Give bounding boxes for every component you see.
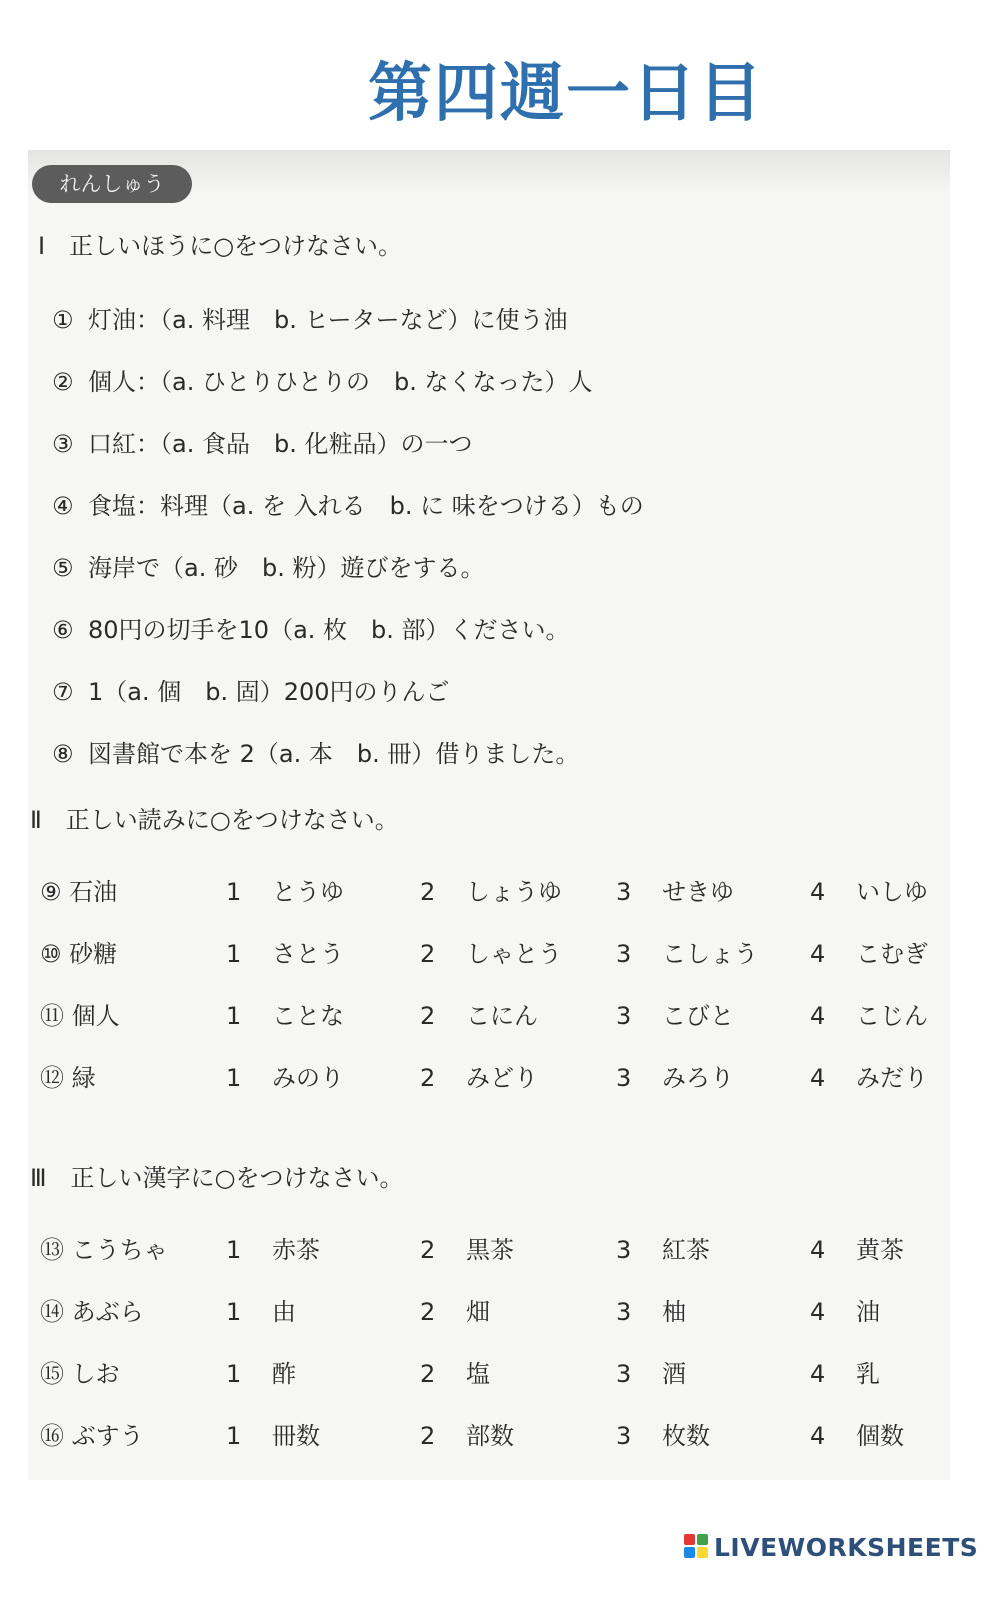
question-text: 灯油：（a. 料理 b. ヒーターなど）に使う油	[88, 306, 568, 334]
answer-option[interactable]: 2 部数	[420, 1422, 514, 1450]
question-number: ④	[52, 492, 74, 520]
answer-option[interactable]: 2 こにん	[420, 1002, 538, 1030]
answer-option[interactable]: 3 枚数	[616, 1422, 710, 1450]
question-text: 食塩：料理（a. を 入れる b. に 味をつける）もの	[88, 492, 644, 520]
answer-option[interactable]: 2 黒茶	[420, 1236, 514, 1264]
answer-option[interactable]: 2 みどり	[420, 1064, 538, 1092]
answer-option[interactable]: 4 油	[810, 1298, 880, 1326]
answer-option[interactable]: 1 みのり	[226, 1064, 344, 1092]
answer-option[interactable]: 2 塩	[420, 1360, 490, 1388]
answer-option[interactable]: 3 みろり	[616, 1064, 734, 1092]
question-number: ⑦	[52, 678, 74, 706]
section-2-heading: Ⅱ 正しい読みに○をつけなさい。	[30, 806, 399, 834]
answer-option[interactable]: 1 由	[226, 1298, 296, 1326]
answer-option[interactable]: 4 個数	[810, 1422, 904, 1450]
answer-option[interactable]: 1 とうゆ	[226, 878, 344, 906]
answer-option[interactable]: 3 酒	[616, 1360, 686, 1388]
answer-option[interactable]: 1 さとう	[226, 940, 344, 968]
logo-icon	[684, 1534, 710, 1560]
question-number: ②	[52, 368, 74, 396]
question-item	[52, 672, 450, 707]
question-prompt: ⑪ 個人	[40, 1002, 120, 1030]
question-text: 個人：（a. ひとりひとりの b. なくなった）人	[88, 368, 593, 396]
answer-option[interactable]: 4 こむぎ	[810, 940, 928, 968]
answer-option[interactable]: 3 せきゆ	[616, 878, 734, 906]
answer-option[interactable]: 4 黄茶	[810, 1236, 904, 1264]
question-prompt: ⑨ 石油	[40, 878, 118, 906]
question-prompt: ⑯ ぶすう	[40, 1422, 144, 1450]
question-prompt: ⑮ しお	[40, 1360, 120, 1388]
answer-option[interactable]: 4 みだり	[810, 1064, 928, 1092]
question-item	[52, 734, 579, 769]
page-title: 第四週一日目	[368, 57, 764, 131]
question-number: ①	[52, 306, 74, 334]
answer-option[interactable]: 3 こしょう	[616, 940, 758, 968]
question-text: 図書館で本を 2（a. 本 b. 冊）借りました。	[88, 740, 580, 768]
question-prompt: ⑬ こうちゃ	[40, 1236, 168, 1264]
answer-option[interactable]: 1 赤茶	[226, 1236, 320, 1264]
question-prompt: ⑫ 緑	[40, 1064, 96, 1092]
answer-option[interactable]: 2 しょうゆ	[420, 878, 562, 906]
answer-option[interactable]: 1 ことな	[226, 1002, 344, 1030]
question-item	[52, 424, 472, 459]
question-text: 海岸で（a. 砂 b. 粉）遊びをする。	[88, 554, 485, 582]
question-text: 1（a. 個 b. 固）200円のりんご	[88, 678, 450, 706]
answer-option[interactable]: 3 紅茶	[616, 1236, 710, 1264]
answer-option[interactable]: 2 しゃとう	[420, 940, 562, 968]
question-number: ⑤	[52, 554, 74, 582]
question-prompt: ⑩ 砂糖	[40, 940, 118, 968]
question-item	[52, 548, 484, 583]
answer-option[interactable]: 1 酢	[226, 1360, 296, 1388]
answer-option[interactable]: 4 いしゆ	[810, 878, 928, 906]
question-text: 口紅：（a. 食品 b. 化粧品）の一つ	[88, 430, 473, 458]
question-item	[52, 610, 570, 645]
answer-option[interactable]: 4 こじん	[810, 1002, 928, 1030]
liveworksheets-logo[interactable]	[684, 1530, 978, 1564]
section-1-heading: Ⅰ 正しいほうに○をつけなさい。	[38, 232, 403, 260]
answer-option[interactable]: 3 こびと	[616, 1002, 734, 1030]
logo-text: LIVEWORKSHEETS	[714, 1532, 979, 1562]
section-3-heading: Ⅲ 正しい漢字に○をつけなさい。	[30, 1164, 404, 1192]
question-item	[52, 362, 592, 397]
question-number: ③	[52, 430, 74, 458]
answer-option[interactable]: 4 乳	[810, 1360, 880, 1388]
question-prompt: ⑭ あぶら	[40, 1298, 144, 1326]
answer-option[interactable]: 3 柚	[616, 1298, 686, 1326]
answer-option[interactable]: 2 畑	[420, 1298, 490, 1326]
question-number: ⑧	[52, 740, 74, 768]
question-number: ⑥	[52, 616, 74, 644]
answer-option[interactable]: 1 冊数	[226, 1422, 320, 1450]
question-item	[52, 486, 644, 521]
question-item	[52, 300, 568, 335]
practice-badge: れんしゅう	[32, 165, 192, 203]
question-text: 80円の切手を10（a. 枚 b. 部）ください。	[88, 616, 570, 644]
